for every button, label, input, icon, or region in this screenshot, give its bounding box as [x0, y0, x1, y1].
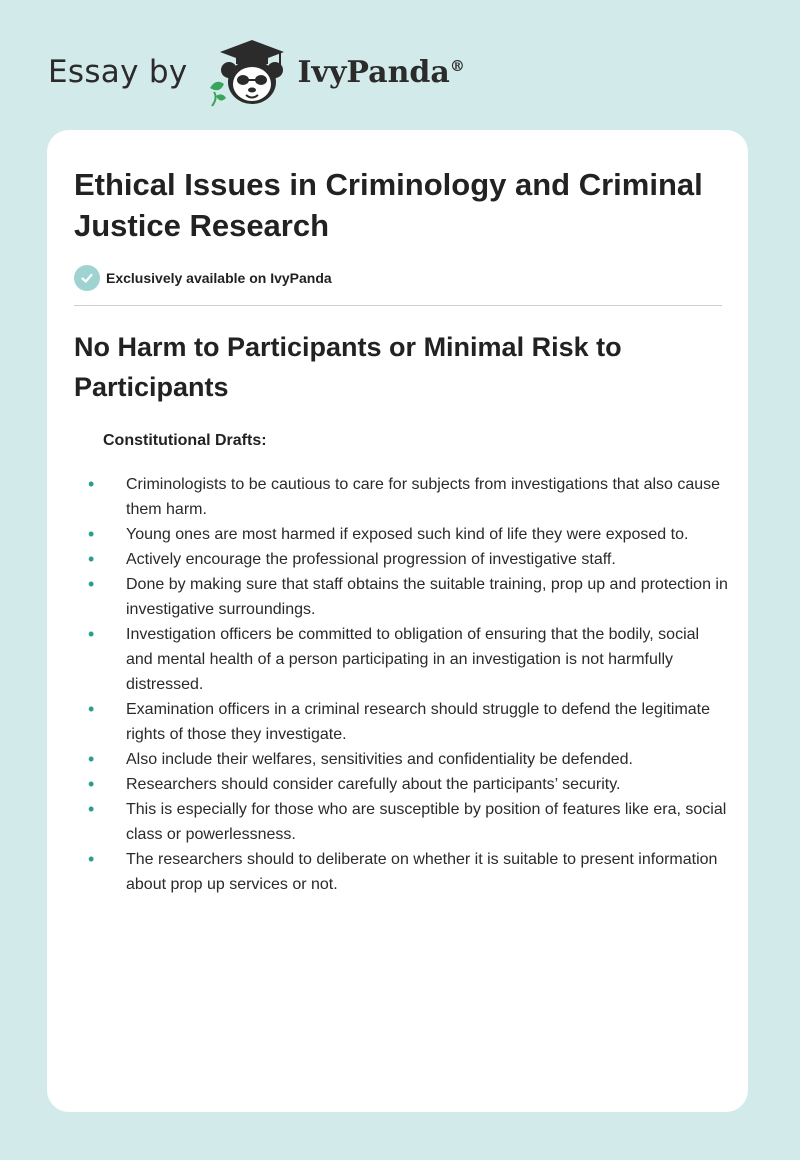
- list-item-text: The researchers should to deliberate on whether it is suitable to present information about prop up services or not.: [126, 851, 718, 893]
- list-item: [88, 797, 728, 847]
- list-item: [88, 747, 728, 772]
- list-item: [88, 622, 728, 697]
- bullet-dot: •: [88, 474, 95, 494]
- divider: [74, 305, 722, 306]
- list-item-text: This is especially for those who are susceptible by position of features like era, social class or powerlessness.: [126, 801, 727, 843]
- list-item: [88, 697, 728, 747]
- essay-title: Ethical Issues in Criminology and Criminal Justice Research: [74, 167, 703, 243]
- bullet-dot: •: [88, 574, 95, 594]
- list-item-text: Young ones are most harmed if exposed such kind of life they were exposed to.: [126, 526, 689, 543]
- exclusive-label: Exclusively available on IvyPanda: [106, 270, 332, 286]
- list-item: [88, 522, 728, 547]
- list-item: [88, 572, 728, 622]
- list-item: [88, 847, 728, 897]
- subheading: Constitutional Drafts:: [103, 432, 267, 449]
- brand-label: IvyPanda: [297, 54, 450, 90]
- list-item: [88, 472, 728, 522]
- list-item-text: Done by making sure that staff obtains the suitable training, prop up and protection in investigative surroundings.: [126, 576, 728, 618]
- list-item-text: Researchers should consider carefully about the participants’ security.: [126, 776, 621, 793]
- bullet-dot: •: [88, 774, 95, 794]
- bullet-dot: •: [88, 849, 95, 869]
- site-header: [48, 36, 465, 108]
- bullet-dot: •: [88, 549, 95, 569]
- list-item-text: Investigation officers be committed to obligation of ensuring that the bodily, social and mental health of a person participating in an investigation is not harmfully distressed.: [126, 626, 700, 693]
- essay-by-label: Essay by: [48, 54, 188, 90]
- list-item-text: Examination officers in a criminal research should struggle to defend the legitimate rights of those they investigate.: [126, 701, 711, 743]
- bullet-list: [88, 472, 728, 897]
- check-icon: [74, 265, 100, 291]
- bullet-dot: •: [88, 699, 95, 719]
- essay-card: [47, 130, 748, 1112]
- section-title: No Harm to Participants or Minimal Risk to Participants: [74, 332, 622, 402]
- exclusive-badge: [74, 264, 722, 292]
- panda-graduate-icon: [206, 36, 292, 108]
- bullet-dot: •: [88, 749, 95, 769]
- brand-name: [298, 55, 465, 90]
- list-item-text: Also include their welfares, sensitivities and confidentiality be defended.: [126, 751, 633, 768]
- list-item: [88, 547, 728, 572]
- list-item-text: Criminologists to be cautious to care for subjects from investigations that also cause them harm.: [126, 476, 721, 518]
- registered-mark: ®: [449, 56, 465, 75]
- list-item: [88, 772, 728, 797]
- bullet-dot: •: [88, 524, 95, 544]
- list-item-text: Actively encourage the professional progression of investigative staff.: [126, 551, 616, 568]
- bullet-dot: •: [88, 624, 95, 644]
- bullet-dot: •: [88, 799, 95, 819]
